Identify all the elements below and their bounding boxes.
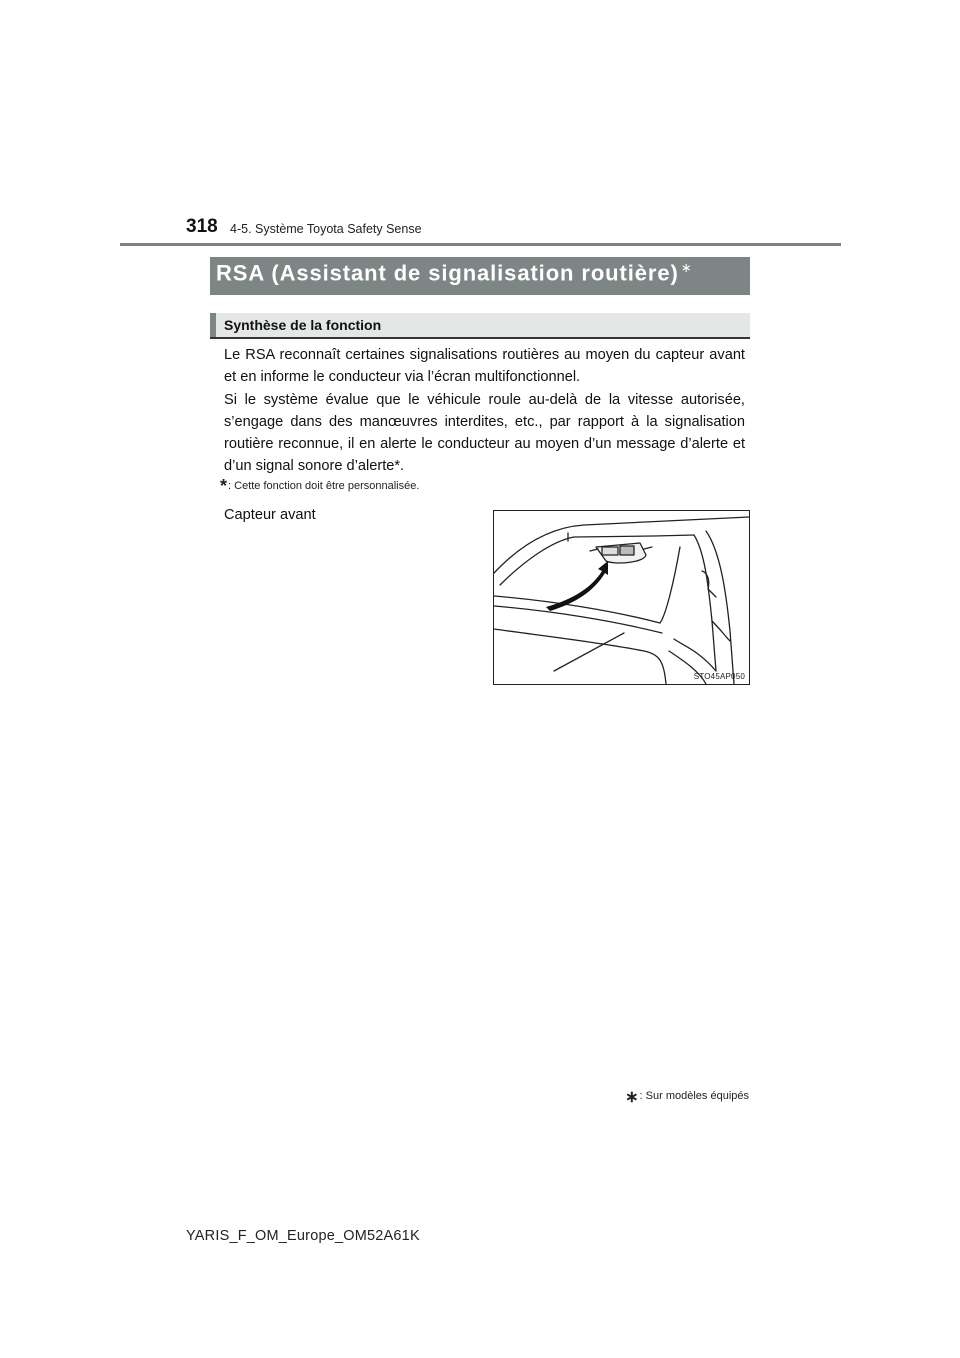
windshield-top-edge — [500, 535, 694, 585]
figure-caption: Capteur avant — [224, 507, 316, 523]
windshield-sensor-drawing — [494, 511, 749, 684]
footnote-asterisk-icon: * — [220, 476, 228, 496]
front-sensor-illustration — [493, 510, 750, 685]
equipment-asterisk-icon: ∗ — [625, 1089, 639, 1106]
a-pillar — [694, 535, 716, 671]
subsection-accent — [210, 313, 216, 337]
page-number: 318 — [186, 216, 218, 237]
paragraph-2: Si le système évalue que le véhicule roule au-delà de la vitesse autorisée, s’engage dans des manœuvres interdites, etc., par rapport à la signalisation routière reconnue, il en alerte le conducteur au moyen d’un message d’alerte et d’un signal sonore d’alerte*. — [224, 392, 745, 474]
equipment-note-text: : Sur modèles équipés — [639, 1090, 749, 1102]
subsection-title: Synthèse de la fonction — [224, 317, 382, 333]
paragraph-1: Le RSA reconnaît certaines signalisations routières au moyen du capteur avant et en informe le conducteur via l’écran multifonctionnel. — [224, 347, 745, 385]
arrow-icon — [546, 561, 608, 611]
subsection-rule — [210, 337, 750, 339]
footnote-text: : Cette fonction doit être personnalisée. — [228, 480, 420, 492]
header-rule — [120, 243, 841, 246]
page-title-text: RSA (Assistant de signalisation routière) — [216, 260, 679, 286]
section-label: 4-5. Système Toyota Safety Sense — [230, 222, 422, 236]
cowl-line — [494, 596, 660, 623]
footnote — [220, 476, 419, 497]
equipment-note — [625, 1087, 749, 1107]
figure-code: STO45AP050 — [693, 672, 745, 681]
page-title — [216, 260, 693, 286]
document-id: YARIS_F_OM_Europe_OM52A61K — [186, 1228, 420, 1244]
camera-lens — [602, 547, 618, 555]
title-asterisk-icon: ∗ — [680, 260, 693, 275]
